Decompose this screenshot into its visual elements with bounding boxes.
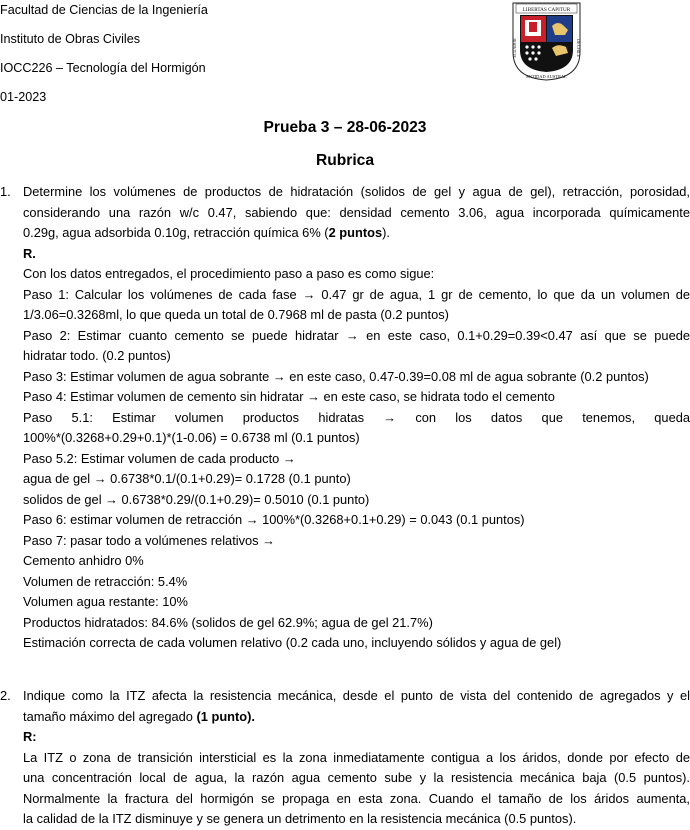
q1-anhydrous-cement: Cemento anhidro 0% (23, 553, 144, 568)
q2-statement-line-2: tamaño máximo del agregado (1 punto). (23, 708, 255, 724)
q1-step-5-1-line-1: Paso 5.1: Estimar volumen productos hidratas → con los datos que tenemos, queda (23, 409, 690, 425)
q1-step-1-line-2: 1/3.06=0.3268ml, lo que queda un total de 0.7968 ml de pasta (0.2 puntos) (23, 307, 449, 322)
q1-estimation-note: Estimación correcta de cada volumen relativo (0.2 cada uno, incluyendo sólidos y agua de gel) (23, 635, 562, 650)
q2-statement-line-1: Indique como la ITZ afecta la resistencia mecánica, desde el punto de vista del contenido de agregados y el (23, 688, 690, 703)
q1-step-7: Paso 7: pasar todo a volúmenes relativos → (23, 532, 276, 548)
q1-step-1-line-1: Paso 1: Calcular los volúmenes de cada fase → 0.47 gr de agua, 1 gr de cemento, lo que da un volumen de (23, 286, 690, 302)
q1-shrinkage-volume: Volumen de retracción: 5.4% (23, 573, 188, 589)
seal-ring-left: ECUADOR (512, 38, 517, 58)
q1-answer-label: R. (23, 245, 36, 261)
q1-step-6: Paso 6: estimar volumen de retracción → 100%*(0.3268+0.1+0.29) = 0.043 (0.1 puntos) (23, 512, 525, 527)
q1-intro: Con los datos entregados, el procedimiento paso a paso es como sigue: (23, 266, 435, 281)
seal-banner: LIBERTAS CAPITUR (522, 7, 571, 13)
q2-points: (1 punto). (196, 708, 255, 724)
q1-hydrated-products: Productos hidratados: 84.6% (solidos de gel 62.9%; agua de gel 21.7%) (23, 614, 433, 630)
question-2 (0, 686, 690, 830)
exam-title: Prueba 3 – 28-06-2023 (263, 119, 427, 136)
q1-remaining-water: Volumen agua restante: 10% (23, 594, 188, 609)
seal-ring-right: DE CHILE (576, 38, 581, 58)
q1-gel-water: agua de gel → 0.6738*0.1/(0.1+0.29)= 0.1728 (0.1 punto) (23, 471, 351, 486)
course-name: IOCC226 – Tecnología del Hormigón (0, 61, 206, 75)
q1-step-2-line-1: Paso 2: Estimar cuanto cemento se puede hidratar → en este caso, 0.1+0.29=0.39<0.47 así que se puede (23, 327, 690, 343)
q1-points: 2 puntos (328, 225, 383, 240)
q1-gel-solids: solidos de gel → 0.6738*0.29/(0.1+0.29)= 0.5010 (0.1 punto) (23, 491, 370, 507)
q1-step-3: Paso 3: Estimar volumen de agua sobrante → en este caso, 0.47-0.39=0.08 ml de agua sobrante (0.2 puntos) (23, 368, 649, 384)
seal-ring-bottom: ENTIDAD AUSTRAL (526, 74, 567, 79)
q1-step-4: Paso 4: Estimar volumen de cemento sin hidratar → en este caso, se hidrata todo el cemento (23, 389, 555, 404)
university-seal (510, 0, 583, 82)
q1-step-2-line-2: hidratar todo. (0.2 puntos) (23, 348, 171, 363)
question-1 (0, 182, 690, 654)
q2-answer-line-3: Normalmente la fractura del hormigón se propaga en esta zona. Cuando el tamaño de los áridos aumenta, (23, 790, 690, 806)
exam-subtitle: Rubrica (315, 152, 375, 169)
q1-statement-line-1: Determine los volúmenes de productos de hidratación (solidos de gel y agua de gel), retracción, porosidad, (23, 184, 690, 199)
question-1-number: 1. (0, 184, 11, 199)
term: 01-2023 (0, 90, 47, 104)
question-2-number: 2. (0, 688, 11, 703)
q1-statement-line-2: considerando una razón w/c 0.47, sabiendo que: densidad cemento 3.06, agua incorporada químicamente (23, 204, 690, 220)
q1-step-5-2: Paso 5.2: Estimar volumen de cada producto → (23, 450, 296, 466)
institute-name: Instituto de Obras Civiles (0, 32, 140, 46)
faculty-name: Facultad de Ciencias de la Ingeniería (0, 3, 208, 17)
q2-answer-line-2: una concentración local de agua, la razón agua cemento sube y la resistencia mecánica baja (0.5 puntos). (23, 770, 690, 785)
q2-answer-line-4: la calidad de la ITZ disminuye y se genera un detrimento en la resistencia mecánica (0.5 puntos). (23, 811, 577, 826)
q2-answer-label: R: (23, 729, 37, 744)
q2-answer-line-1: La ITZ o zona de transición intersticial es la zona inmediatamente contigua a los áridos, donde por efecto de (23, 749, 690, 765)
q1-step-5-1-line-2: 100%*(0.3268+0.29+0.1)*(1-0.06) = 0.6738 ml (0.1 puntos) (23, 430, 360, 445)
q1-statement-line-3: 0.29g, agua adsorbida 0.10g, retracción química 6% (2 puntos). (23, 225, 390, 240)
